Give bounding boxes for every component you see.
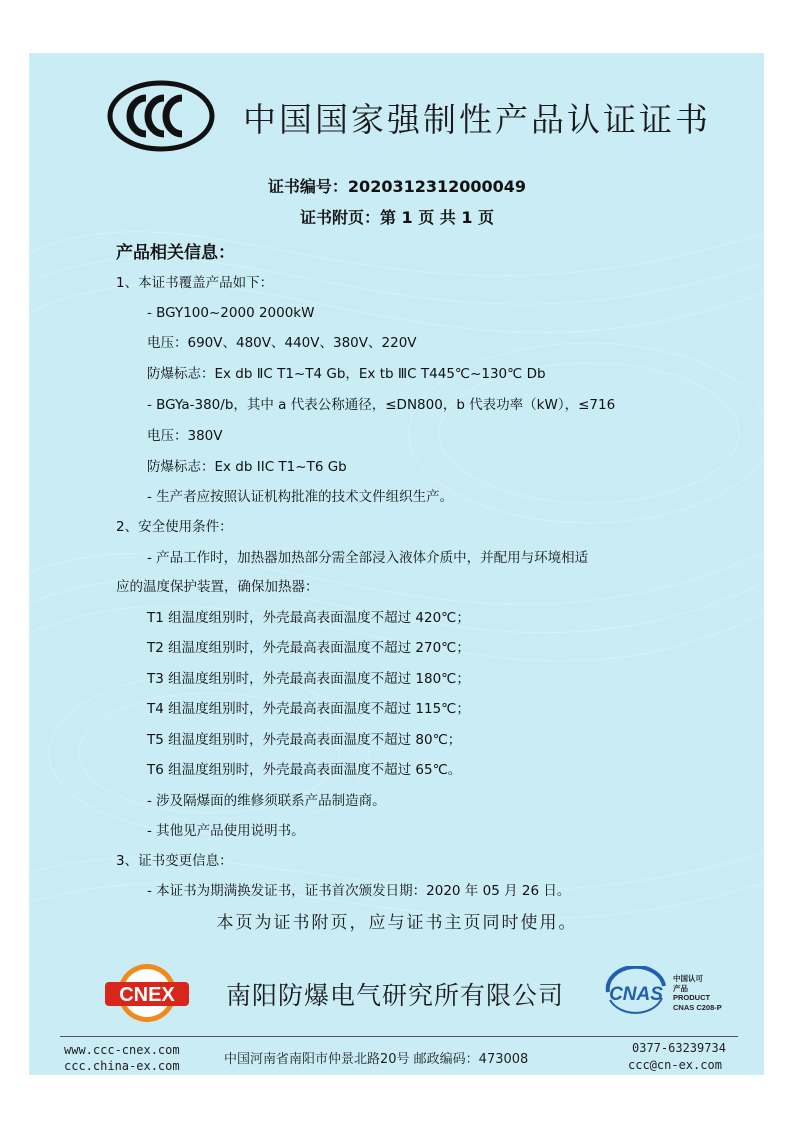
footer-divider (60, 1036, 738, 1037)
company-name: 南阳防爆电气研究所有限公司 (226, 981, 565, 1010)
cnex-logo-text: CNEX (119, 984, 175, 1006)
cnas-line: 产品 (673, 983, 688, 993)
info-line: - 其他见产品使用说明书。 (147, 823, 305, 839)
info-line: 2、安全使用条件： (116, 519, 233, 535)
attachment-note: 本页为证书附页，应与证书主页同时使用。 (216, 913, 578, 933)
info-line: 电压：690V、480V、440V、380V、220V (147, 335, 417, 351)
info-line: - BGYa-380/b，其中 a 代表公称通径，≤DN800，b 代表功率（kW），≤716 (147, 397, 616, 413)
cnex-logo (105, 962, 189, 1024)
ccc-logo (106, 80, 216, 152)
info-line: T5 组温度组别时，外壳最高表面温度不超过 80℃； (147, 732, 462, 748)
info-line: 应的温度保护装置，确保加热器： (116, 579, 319, 595)
cnas-logo (600, 966, 672, 1018)
info-line: 3、证书变更信息： (116, 853, 233, 869)
info-line: 电压：380V (147, 428, 223, 444)
email-address[interactable]: ccc@cn-ex.com (628, 1058, 722, 1072)
info-line: - 生产者应按照认证机构批准的技术文件组织生产。 (147, 489, 454, 505)
cnas-accreditation (673, 974, 722, 1012)
info-line: - 产品工作时，加热器加热部分需全部浸入液体介质中，并配用与环境相适 (147, 550, 589, 566)
cnas-logo-text: CNAS (609, 984, 663, 1005)
certificate-title: 中国国家强制性产品认证证书 (243, 100, 711, 139)
info-line: 1、本证书覆盖产品如下： (116, 275, 274, 291)
info-line: - BGY100~2000 2000kW (147, 305, 315, 321)
info-line: T6 组温度组别时，外壳最高表面温度不超过 65℃。 (147, 762, 462, 778)
info-line: T1 组温度组别时，外壳最高表面温度不超过 420℃； (147, 610, 470, 626)
info-line: T4 组温度组别时，外壳最高表面温度不超过 115℃； (147, 701, 470, 717)
info-line: 防爆标志：Ex db ⅡC T1~T4 Gb，Ex tb ⅢC T445℃~130℃ Db (147, 366, 546, 382)
certificate-page: 证书附页：第 1 页 共 1 页 (299, 208, 495, 227)
cnas-line: CNAS C208-P (673, 1002, 722, 1012)
website-link[interactable]: ccc.china-ex.com (64, 1059, 180, 1073)
company-address: 中国河南省南阳市仲景北路20号 邮政编码：473008 (224, 1052, 529, 1067)
info-line: - 涉及隔爆面的维修须联系产品制造商。 (147, 793, 386, 809)
info-heading: 产品相关信息： (116, 243, 235, 263)
info-line: - 本证书为期满换发证书，证书首次颁发日期：2020 年 05 月 26 日。 (147, 883, 571, 899)
info-line: 防爆标志：Ex db IIC T1~T6 Gb (147, 459, 347, 475)
info-line: T3 组温度组别时，外壳最高表面温度不超过 180℃； (147, 671, 470, 687)
cnas-line: PRODUCT (673, 993, 711, 1002)
cnas-line: 中国认可 (673, 974, 703, 983)
website-link[interactable]: www.ccc-cnex.com (64, 1043, 180, 1057)
info-line: T2 组温度组别时，外壳最高表面温度不超过 270℃； (147, 640, 470, 656)
certificate-number: 证书编号：2020312312000049 (267, 177, 527, 196)
phone-number: 0377-63239734 (632, 1041, 726, 1055)
